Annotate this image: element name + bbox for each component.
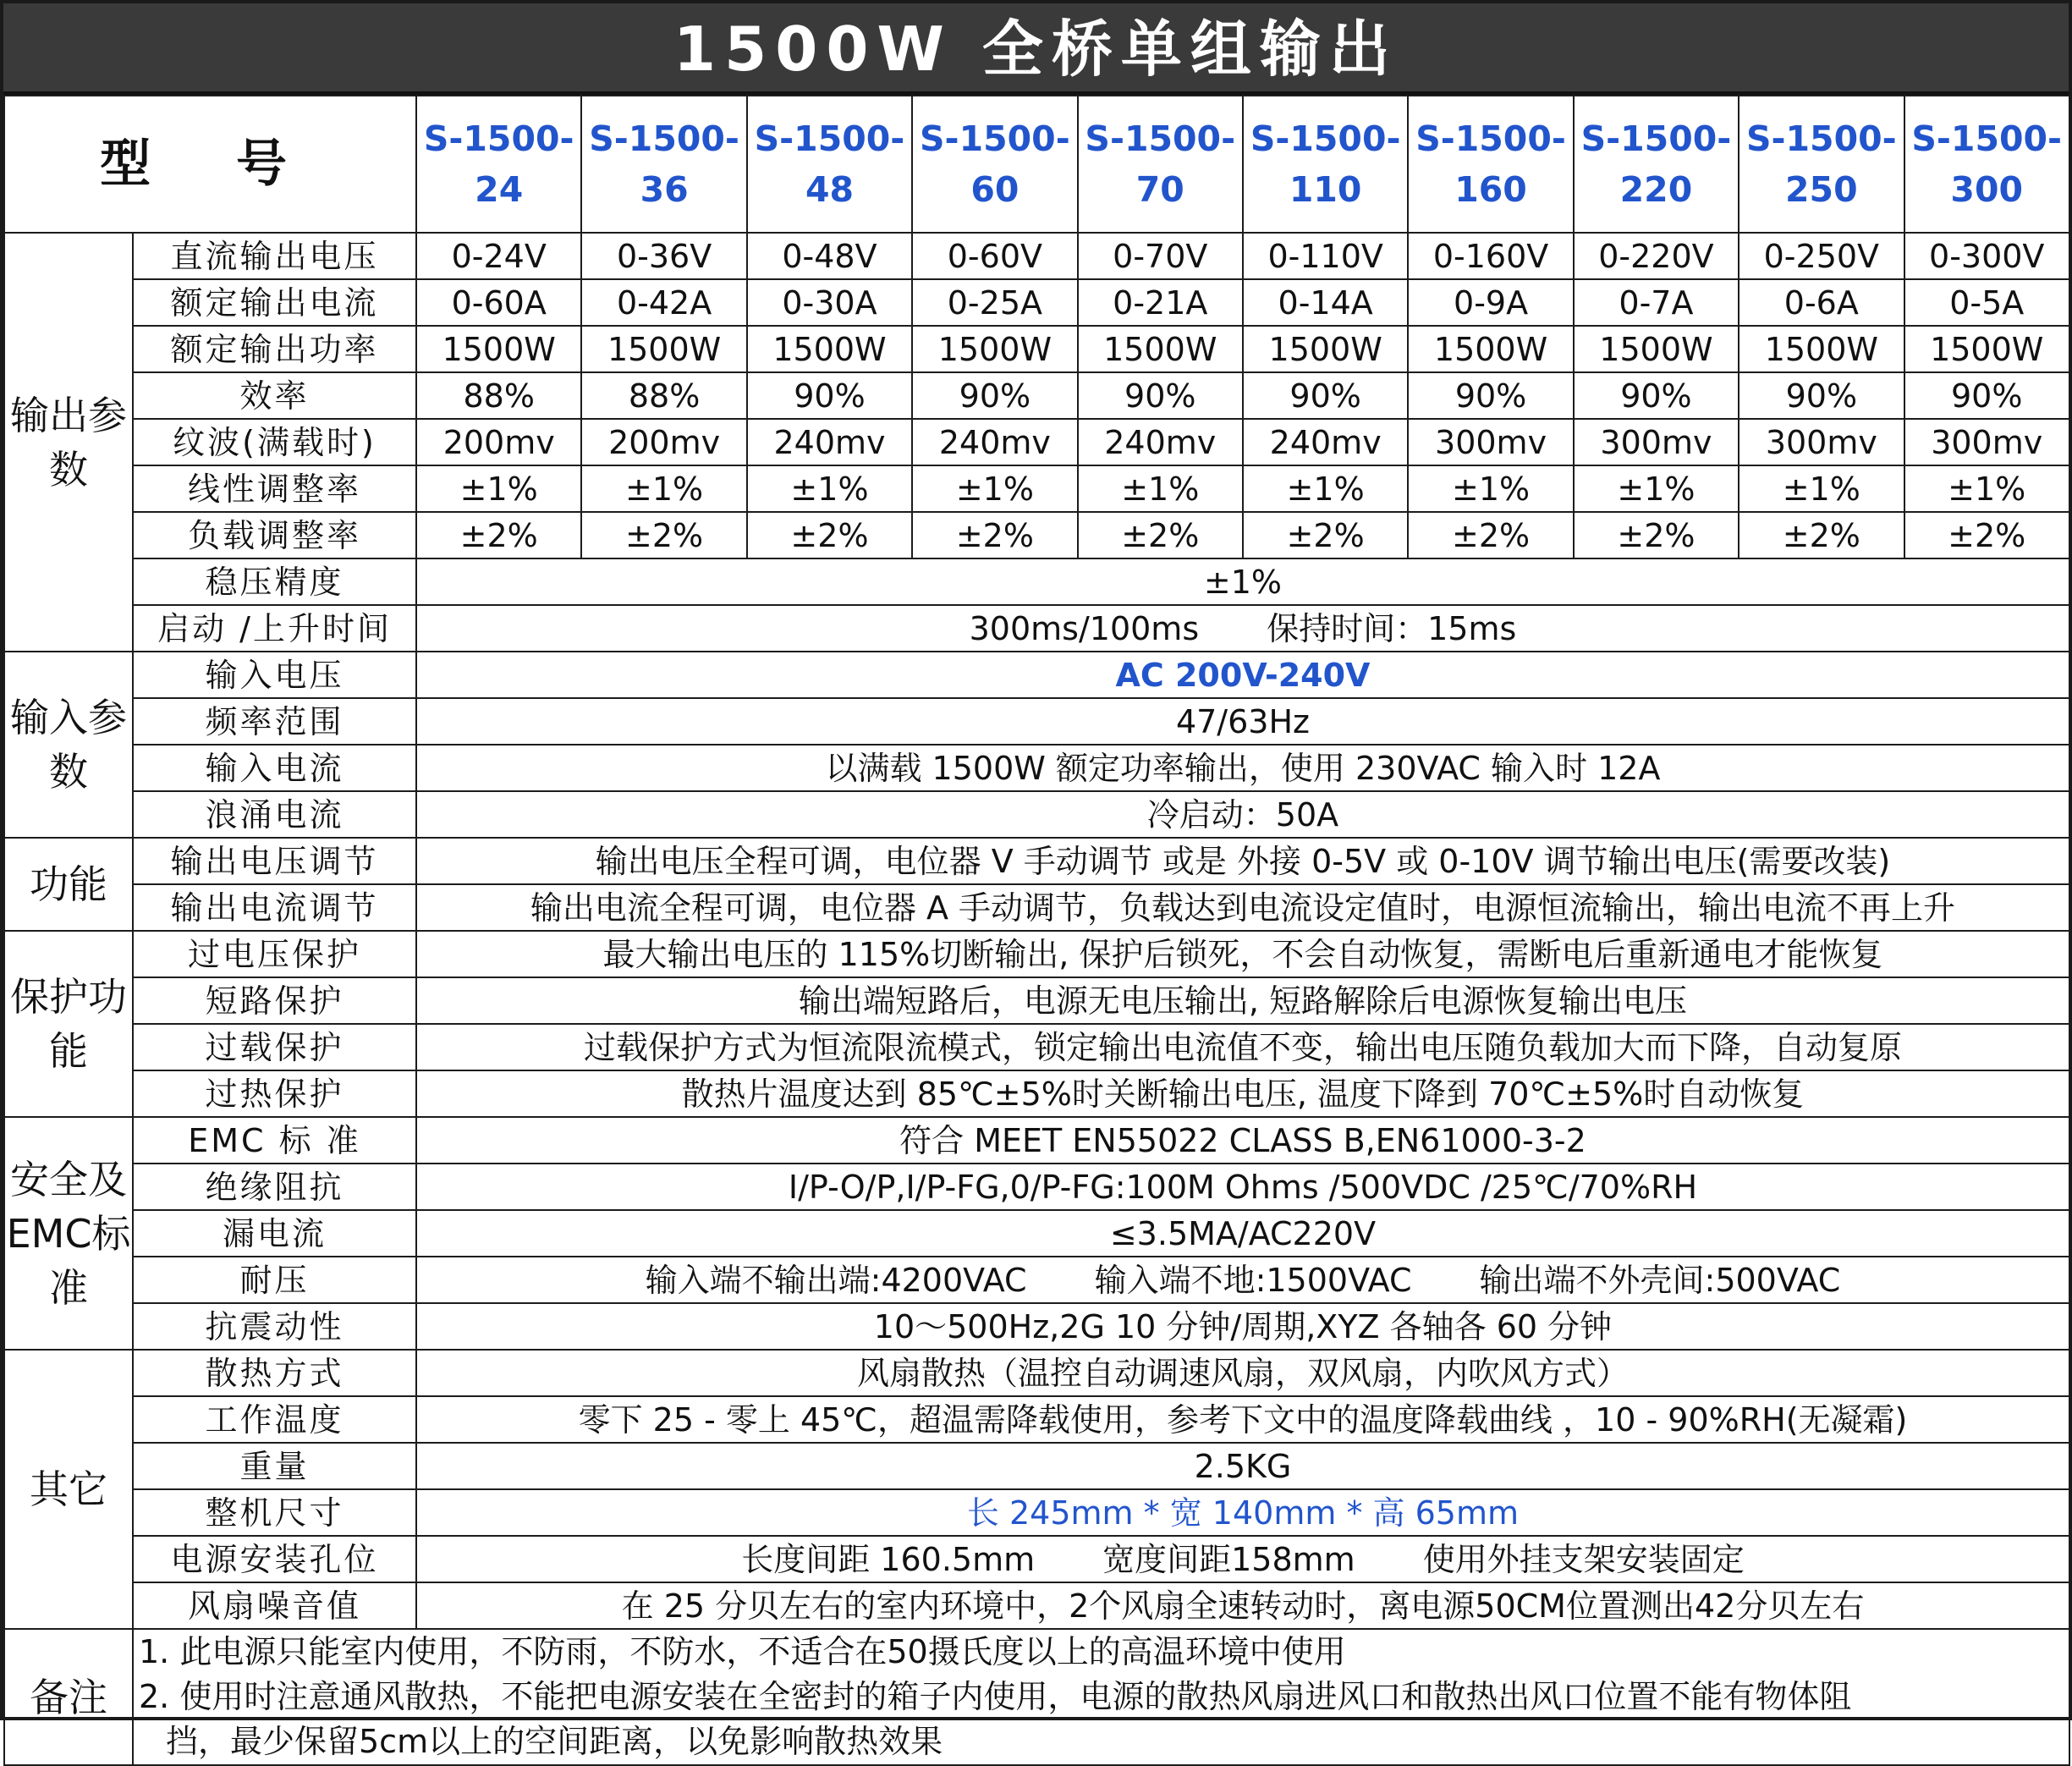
header-row: [4, 96, 2069, 233]
group-label-other: 其它: [4, 1350, 133, 1629]
model-value: 300mv: [1408, 419, 1573, 465]
output-row: [4, 419, 2069, 465]
spec-value: 2.5KG: [416, 1443, 2069, 1489]
model-value: 0-300V: [1904, 233, 2069, 279]
param-label: 启动 /上升时间: [133, 605, 416, 652]
model-value: 90%: [1243, 372, 1408, 419]
function-row: [4, 838, 2069, 884]
model-value: ±1%: [1574, 465, 1739, 512]
model-value: 240mv: [1243, 419, 1408, 465]
notes-line: 1. 此电源只能室内使用，不防雨，不防水，不适合在50摄氏度以上的高温环境中使用: [139, 1633, 1346, 1670]
vibration-row: [4, 1303, 2069, 1350]
model-value: ±2%: [1078, 512, 1243, 558]
model-header: [1078, 96, 1243, 233]
dimensions-row: [4, 1489, 2069, 1536]
spec-value-part: 输入端不输出端:4200VAC: [645, 1261, 1027, 1299]
model-prefix: S-1500-: [1745, 118, 1897, 159]
output-row: [4, 512, 2069, 558]
spec-value: 输出电压全程可调，电位器 V 手动调节 或是 外接 0-5V 或 0-10V 调节输出电压(需要改装): [416, 838, 2069, 884]
model-value: 90%: [1078, 372, 1243, 419]
spec-value: [416, 605, 2069, 652]
model-header: [1904, 96, 2069, 233]
startup-row: [4, 605, 2069, 652]
model-value: ±1%: [1904, 465, 2069, 512]
spec-value: 符合 MEET EN55022 CLASS B,EN61000-3-2: [416, 1117, 2069, 1164]
param-label: 工作温度: [133, 1396, 416, 1443]
param-label: 绝缘阻抗: [133, 1164, 416, 1210]
group-label-output: 输出参数: [4, 233, 133, 652]
model-value: ±2%: [1408, 512, 1573, 558]
model-value: 1500W: [747, 326, 912, 372]
model-value: 0-7A: [1574, 279, 1739, 326]
model-value: 90%: [747, 372, 912, 419]
spec-value-part: 输出端不外壳间:500VAC: [1479, 1261, 1841, 1299]
notes-text: [133, 1629, 2069, 1765]
regulation-row: [4, 558, 2069, 605]
spec-value: 冷启动：50A: [416, 791, 2069, 838]
output-row: [4, 465, 2069, 512]
model-suffix: 220: [1619, 169, 1693, 210]
model-value: 1500W: [416, 326, 581, 372]
spec-value: 在 25 分贝左右的室内环境中，2个风扇全速转动时，离电源50CM位置测出42分贝左右: [416, 1582, 2069, 1629]
notes-row: [4, 1629, 2069, 1765]
model-prefix: S-1500-: [1415, 118, 1566, 159]
model-value: 0-5A: [1904, 279, 2069, 326]
model-value: 240mv: [747, 419, 912, 465]
param-label: 漏电流: [133, 1210, 416, 1257]
spec-value: ±1%: [416, 558, 2069, 605]
param-label: 输出电压调节: [133, 838, 416, 884]
spec-value: 47/63Hz: [416, 698, 2069, 745]
model-value: ±2%: [912, 512, 1077, 558]
model-prefix: S-1500-: [754, 118, 905, 159]
model-value: 0-36V: [581, 233, 746, 279]
model-value: 200mv: [416, 419, 581, 465]
model-prefix: S-1500-: [589, 118, 739, 159]
param-label: 频率范围: [133, 698, 416, 745]
model-value: 1500W: [1078, 326, 1243, 372]
model-value: ±2%: [581, 512, 746, 558]
model-value: 240mv: [1078, 419, 1243, 465]
group-label-safety: 安全及EMC标准: [4, 1117, 133, 1350]
output-row: [4, 372, 2069, 419]
other-row: [4, 1396, 2069, 1443]
output-row: [4, 233, 2069, 279]
spec-value: 长 245mm * 宽 140mm * 高 65mm: [416, 1489, 2069, 1536]
spec-value: AC 200V-240V: [416, 652, 2069, 698]
model-value: 0-25A: [912, 279, 1077, 326]
model-value: 0-6A: [1739, 279, 1904, 326]
model-header: [1574, 96, 1739, 233]
input-row: [4, 698, 2069, 745]
model-value: ±1%: [1078, 465, 1243, 512]
model-value: 1500W: [581, 326, 746, 372]
input-row: [4, 745, 2069, 791]
param-label: 稳压精度: [133, 558, 416, 605]
param-label: 过电压保护: [133, 931, 416, 977]
group-label-notes: 备注: [4, 1629, 133, 1765]
spec-value: 10～500Hz,2G 10 分钟/周期,XYZ 各轴各 60 分钟: [416, 1303, 2069, 1350]
model-value: ±1%: [1739, 465, 1904, 512]
param-label: 整机尺寸: [133, 1489, 416, 1536]
model-value: 0-250V: [1739, 233, 1904, 279]
param-label: 直流输出电压: [133, 233, 416, 279]
model-suffix: 160: [1454, 169, 1527, 210]
model-value: 1500W: [1574, 326, 1739, 372]
model-prefix: S-1500-: [1250, 118, 1401, 159]
model-suffix: 250: [1785, 169, 1858, 210]
model-header: [747, 96, 912, 233]
model-suffix: 36: [640, 169, 689, 210]
sheet-title: 1500W 全桥单组输出: [3, 3, 2069, 95]
param-label: 过载保护: [133, 1024, 416, 1070]
spec-value-part: 输入端不地:1500VAC: [1094, 1261, 1412, 1299]
spec-value: ≤3.5MA/AC220V: [416, 1210, 2069, 1257]
protection-row: [4, 1024, 2069, 1070]
model-prefix: S-1500-: [1085, 118, 1236, 159]
model-value: ±1%: [416, 465, 581, 512]
model-value: 90%: [1739, 372, 1904, 419]
model-value: 300mv: [1739, 419, 1904, 465]
param-label: 抗震动性: [133, 1303, 416, 1350]
model-value: 0-48V: [747, 233, 912, 279]
group-label-function: 功能: [4, 838, 133, 931]
spec-value: 输出端短路后，电源无电压输出, 短路解除后电源恢复输出电压: [416, 977, 2069, 1024]
model-value: 0-21A: [1078, 279, 1243, 326]
fan-noise-row: [4, 1582, 2069, 1629]
model-value: ±1%: [747, 465, 912, 512]
output-row: [4, 279, 2069, 326]
param-label: 耐压: [133, 1257, 416, 1303]
model-value: 90%: [1574, 372, 1739, 419]
model-value: 240mv: [912, 419, 1077, 465]
model-value: 0-70V: [1078, 233, 1243, 279]
model-prefix: S-1500-: [423, 118, 574, 159]
model-value: 90%: [1408, 372, 1573, 419]
model-value: 1500W: [1243, 326, 1408, 372]
model-value: 0-60V: [912, 233, 1077, 279]
param-label: 额定输出功率: [133, 326, 416, 372]
other-row: [4, 1350, 2069, 1396]
spec-value: 输出电流全程可调，电位器 A 手动调节，负载达到电流设定值时，电源恒流输出，输出电流不再上升: [416, 884, 2069, 931]
spec-value-part: 长度间距 160.5mm: [741, 1540, 1036, 1578]
notes-line: 挡，最少保留5cm以上的空间距离，以免影响散热效果: [166, 1723, 943, 1760]
model-header: [912, 96, 1077, 233]
model-value: 88%: [416, 372, 581, 419]
model-value: 1500W: [1904, 326, 2069, 372]
model-suffix: 300: [1950, 169, 2024, 210]
safety-row: [4, 1210, 2069, 1257]
protection-row: [4, 1070, 2069, 1117]
param-label: 线性调整率: [133, 465, 416, 512]
param-label: 额定输出电流: [133, 279, 416, 326]
model-value: 0-30A: [747, 279, 912, 326]
model-header: [1408, 96, 1573, 233]
model-prefix: S-1500-: [1911, 118, 2063, 159]
spec-value: I/P-O/P,I/P-FG,0/P-FG:100M Ohms /500VDC /25℃/70%RH: [416, 1164, 2069, 1210]
model-suffix: 60: [970, 169, 1020, 210]
spec-value-part: 宽度间距158mm: [1102, 1540, 1355, 1578]
model-value: 1500W: [912, 326, 1077, 372]
model-value: ±2%: [416, 512, 581, 558]
param-label: 短路保护: [133, 977, 416, 1024]
spec-table: [3, 95, 2070, 1766]
input-row: [4, 791, 2069, 838]
spec-value: [416, 1257, 2069, 1303]
model-value: 200mv: [581, 419, 746, 465]
model-header: [581, 96, 746, 233]
param-label: 输入电流: [133, 745, 416, 791]
model-value: ±2%: [1904, 512, 2069, 558]
model-value: ±1%: [581, 465, 746, 512]
spec-value: 最大输出电压的 115%切断输出, 保护后锁死，不会自动恢复，需断电后重新通电才能恢复: [416, 931, 2069, 977]
spec-value-part: 300ms/100ms: [969, 609, 1200, 647]
model-value: 1500W: [1408, 326, 1573, 372]
param-label: EMC 标 准: [133, 1117, 416, 1164]
model-value: 300mv: [1574, 419, 1739, 465]
spec-value-part: 使用外挂支架安装固定: [1422, 1540, 1745, 1578]
model-value: ±1%: [1408, 465, 1573, 512]
function-row: [4, 884, 2069, 931]
input-row: [4, 652, 2069, 698]
model-value: 90%: [1904, 372, 2069, 419]
model-value: ±2%: [1574, 512, 1739, 558]
model-value: ±1%: [1243, 465, 1408, 512]
protection-row: [4, 931, 2069, 977]
model-value: 1500W: [1739, 326, 1904, 372]
model-value: ±2%: [747, 512, 912, 558]
model-suffix: 48: [805, 169, 855, 210]
spec-value: [416, 1536, 2069, 1582]
model-value: 0-9A: [1408, 279, 1573, 326]
model-value: 0-110V: [1243, 233, 1408, 279]
group-label-input: 输入参数: [4, 652, 133, 838]
spec-value: 过载保护方式为恒流限流模式，锁定输出电流值不变，输出电压随负载加大而下降，自动复原: [416, 1024, 2069, 1070]
model-label: 型 号: [4, 96, 416, 233]
model-header: [1739, 96, 1904, 233]
param-label: 输出电流调节: [133, 884, 416, 931]
model-suffix: 110: [1289, 169, 1362, 210]
protection-row: [4, 977, 2069, 1024]
param-label: 风扇噪音值: [133, 1582, 416, 1629]
spec-value: 零下 25 - 零上 45℃，超温需降载使用，参考下文中的温度降载曲线 ，10 - 90%RH(无凝霜): [416, 1396, 2069, 1443]
model-value: 90%: [912, 372, 1077, 419]
model-value: 0-24V: [416, 233, 581, 279]
spec-value: 风扇散热（温控自动调速风扇，双风扇，内吹风方式）: [416, 1350, 2069, 1396]
param-label: 输入电压: [133, 652, 416, 698]
notes-line: 2. 使用时注意通风散热，不能把电源安装在全密封的箱子内使用，电源的散热风扇进风口和散热出风口位置不能有物体阻: [139, 1678, 1852, 1715]
model-header: [416, 96, 581, 233]
param-label: 浪涌电流: [133, 791, 416, 838]
model-value: ±1%: [912, 465, 1077, 512]
model-value: 300mv: [1904, 419, 2069, 465]
model-value: 0-14A: [1243, 279, 1408, 326]
output-row: [4, 326, 2069, 372]
other-row: [4, 1443, 2069, 1489]
model-prefix: S-1500-: [920, 118, 1070, 159]
model-value: 0-220V: [1574, 233, 1739, 279]
model-header: [1243, 96, 1408, 233]
param-label: 散热方式: [133, 1350, 416, 1396]
safety-row: [4, 1117, 2069, 1164]
withstand-row: [4, 1257, 2069, 1303]
mounting-row: [4, 1536, 2069, 1582]
param-label: 负载调整率: [133, 512, 416, 558]
spec-value: 散热片温度达到 85℃±5%时关断输出电压, 温度下降到 70℃±5%时自动恢复: [416, 1070, 2069, 1117]
model-suffix: 70: [1135, 169, 1184, 210]
model-prefix: S-1500-: [1580, 118, 1732, 159]
model-value: 0-160V: [1408, 233, 1573, 279]
spec-value: 以满载 1500W 额定功率输出，使用 230VAC 输入时 12A: [416, 745, 2069, 791]
model-suffix: 24: [475, 169, 524, 210]
safety-row: [4, 1164, 2069, 1210]
param-label: 过热保护: [133, 1070, 416, 1117]
model-value: ±2%: [1243, 512, 1408, 558]
param-label: 纹波(满载时): [133, 419, 416, 465]
spec-value-part: 保持时间：15ms: [1267, 609, 1517, 647]
param-label: 电源安装孔位: [133, 1536, 416, 1582]
model-value: 0-42A: [581, 279, 746, 326]
model-value: ±2%: [1739, 512, 1904, 558]
model-value: 88%: [581, 372, 746, 419]
param-label: 重量: [133, 1443, 416, 1489]
model-value: 0-60A: [416, 279, 581, 326]
param-label: 效率: [133, 372, 416, 419]
group-label-protection: 保护功能: [4, 931, 133, 1117]
